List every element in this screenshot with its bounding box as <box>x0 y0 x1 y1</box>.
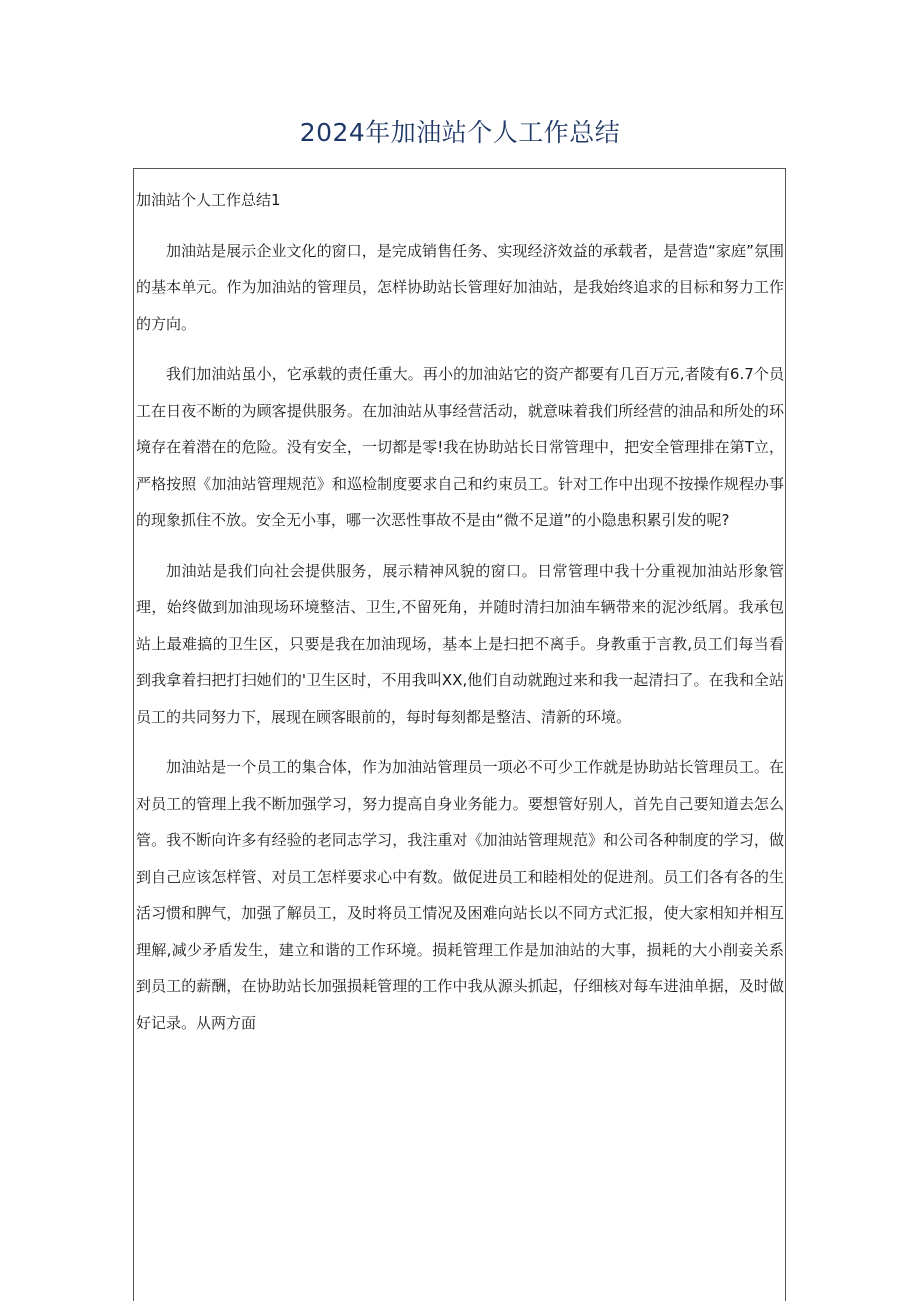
section-heading: 加油站个人工作总结1 <box>136 191 281 209</box>
document-body <box>136 182 784 1055</box>
document-title: 2024年加油站个人工作总结 <box>299 118 621 147</box>
paragraph-2: 我们加油站虽小，它承载的责任重大。再小的加油站它的资产都要有几百万元,者陵有6.7个员工在日夜不断的为顾客提供服务。在加油站从事经营活动，就意味着我们所经营的油品和所处的环境存在着潜在的危险。没有安全，一切都是零!我在协助站长日常管理中，把安全管理排在第T立，严格按照《加油站管理规范》和巡检制度要求自己和约束员工。针对工作中出现不按操作规程办事的现象抓住不放。安全无小事，哪一次恶性事故不是由“微不足道”的小隐患积累引发的呢? <box>136 365 784 529</box>
paragraph-1: 加油站是展示企业文化的窗口，是完成销售任务、实现经济效益的承载者，是营造“家庭”氛围的基本单元。作为加油站的管理员，怎样协助站长管理好加油站，是我始终追求的目标和努力工作的方向。 <box>136 241 784 333</box>
paragraph-4: 加油站是一个员工的集合体，作为加油站管理员一项必不可少工作就是协助站长管理员工。在对员工的管理上我不断加强学习，努力提高自身业务能力。要想管好别人，首先自己要知道去怎么管。我不断向许多有经验的老同志学习，我注重对《加油站管理规范》和公司各种制度的学习，做到自己应该怎样管、对员工怎样要求心中有数。做促进员工和睦相处的促进剂。员工们各有各的生活习惯和脾气，加强了解员工，及时将员工情况及困难向站长以不同方式汇报，使大家相知并相互理解,减少矛盾发生，建立和谐的工作环境。损耗管理工作是加油站的大事，损耗的大小削妾关系到员工的薪酬，在协助站长加强损耗管理的工作中我从源头抓起，仔细核对每车进油单据，及时做好记录。从两方面 <box>136 758 784 1032</box>
paragraph-3: 加油站是我们向社会提供服务，展示精神风貌的窗口。日常管理中我十分重视加油站形象管理，始终做到加油现场环境整洁、卫生,不留死角，并随时清扫加油车辆带来的泥沙纸屑。我承包站上最难搞的卫生区，只要是我在加油现场，基本上是扫把不离手。身教重于言教,员工们每当看到我拿着扫把打扫她们的'卫生区时，不用我叫XX,他们自动就跑过来和我一起清扫了。在我和全站员工的共同努力下，展现在顾客眼前的，每时每刻都是整洁、清新的环境。 <box>136 561 784 726</box>
